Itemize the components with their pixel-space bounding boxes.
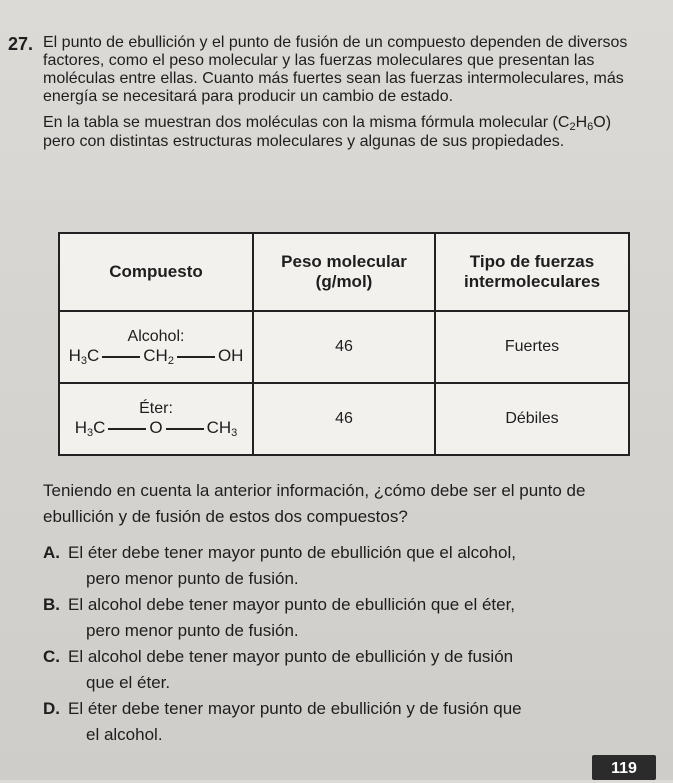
bond-line <box>177 356 215 358</box>
question-text: Teniendo en cuenta la anterior información, ¿cómo debe ser el punto de ebullición y de fusión de estos dos compuestos? <box>43 481 586 526</box>
header-compuesto: Compuesto <box>59 233 253 311</box>
table-header-row <box>59 233 629 311</box>
compound-cell <box>59 311 253 383</box>
header-peso-molecular: Peso molecular (g/mol) <box>253 233 435 311</box>
option-letter: B. <box>43 595 60 614</box>
structural-formula: H3C CH2 OH <box>68 346 244 367</box>
properties-table <box>58 232 630 456</box>
bond-line <box>166 428 204 430</box>
option-letter: C. <box>43 647 60 666</box>
compound-name: Alcohol: <box>127 328 185 345</box>
table-row-alcohol <box>59 311 629 383</box>
forces-cell: Fuertes <box>435 311 629 383</box>
structural-formula: H3C O CH3 <box>74 418 238 439</box>
question-number: 27. <box>8 34 34 54</box>
page-number: 119 <box>592 755 656 780</box>
bond-line <box>108 428 146 430</box>
intro-text <box>43 34 631 151</box>
option-c[interactable]: C. El alcohol debe tener mayor punto de ebullición y de fusión que el éter. <box>43 647 514 692</box>
weight-cell: 46 <box>253 383 435 455</box>
option-a[interactable]: A. El éter debe tener mayor punto de ebullición que el alcohol, pero menor punto de fusión. <box>43 543 516 588</box>
option-letter: A. <box>43 543 60 562</box>
option-d[interactable]: D. El éter debe tener mayor punto de ebullición y de fusión que el alcohol. <box>43 699 522 744</box>
weight-cell: 46 <box>253 311 435 383</box>
intro-paragraph-1: El punto de ebullición y el punto de fusión de un compuesto dependen de diversos factores, como el peso molecular y las fuerzas moleculares que presentan las moléculas entre ellas. Cuanto más fuertes sean las fuerzas intermoleculares, más energía se necesitará para producir un cambio de estado. <box>43 34 628 105</box>
header-fuerzas: Tipo de fuerzas intermoleculares <box>435 233 629 311</box>
compound-cell <box>59 383 253 455</box>
option-b[interactable]: B. El alcohol debe tener mayor punto de ebullición que el éter, pero menor punto de fusión. <box>43 595 516 640</box>
forces-cell: Débiles <box>435 383 629 455</box>
option-letter: D. <box>43 699 60 718</box>
table-row-eter <box>59 383 629 455</box>
compound-name: Éter: <box>139 400 173 417</box>
bond-line <box>102 356 140 358</box>
intro-paragraph-2: En la tabla se muestran dos moléculas con la misma fórmula molecular (C2H6O) pero con distintas estructuras moleculares y algunas de sus propiedades. <box>43 114 612 150</box>
